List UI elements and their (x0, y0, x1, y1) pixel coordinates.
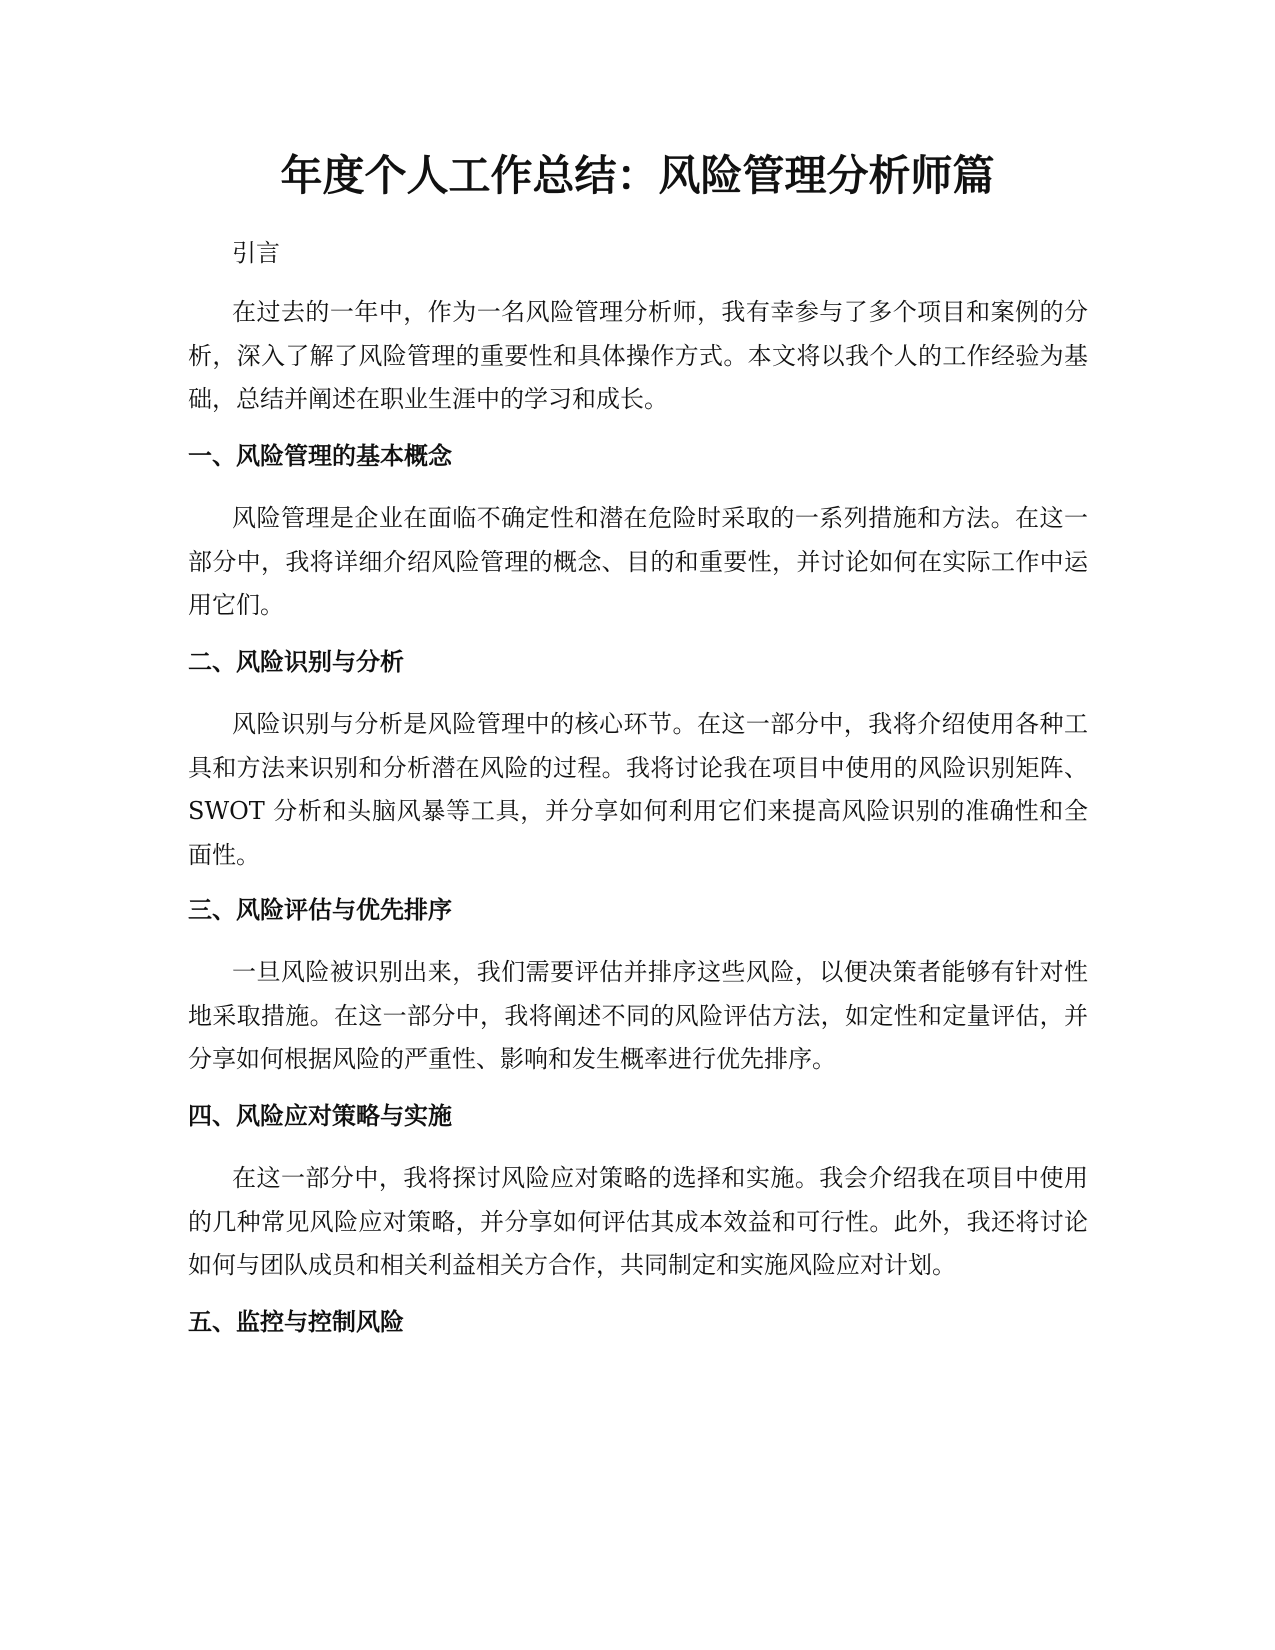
section-paragraph: 风险管理是企业在面临不确定性和潜在危险时采取的一系列措施和方法。在这一部分中，我将详细介绍风险管理的概念、目的和重要性，并讨论如何在实际工作中运用它们。 (188, 504, 1088, 619)
intro-paragraph: 在过去的一年中，作为一名风险管理分析师，我有幸参与了多个项目和案例的分析，深入了解了风险管理的重要性和具体操作方式。本文将以我个人的工作经验为基础，总结并阐述在职业生涯中的学习和成长。 (188, 298, 1088, 413)
intro-section (188, 232, 1088, 275)
document-title: 年度个人工作总结：风险管理分析师篇 (280, 151, 995, 200)
section-paragraph: 风险识别与分析是风险管理中的核心环节。在这一部分中，我将介绍使用各种工具和方法来识别和分析潜在风险的过程。我将讨论我在项目中使用的风险识别矩阵、SWOT 分析和头脑风暴等工具，并分享如何利用它们来提高风险识别的准确性和全面性。 (188, 710, 1088, 869)
section-2 (188, 642, 1088, 682)
section-1-body (188, 497, 1088, 628)
section-3 (188, 890, 1088, 930)
section-2-body (188, 703, 1088, 877)
section-1 (188, 436, 1088, 476)
intro-label: 引言 (232, 239, 280, 267)
section-paragraph: 一旦风险被识别出来，我们需要评估并排序这些风险，以便决策者能够有针对性地采取措施。在这一部分中，我将阐述不同的风险评估方法，如定性和定量评估，并分享如何根据风险的严重性、影响和发生概率进行优先排序。 (188, 958, 1088, 1073)
section-5 (188, 1302, 1088, 1342)
section-heading: 三、风险评估与优先排序 (188, 896, 452, 924)
section-4-body (188, 1157, 1088, 1288)
section-4 (188, 1096, 1088, 1136)
intro-paragraph-block (188, 291, 1088, 422)
section-heading: 二、风险识别与分析 (188, 648, 404, 676)
section-heading: 一、风险管理的基本概念 (188, 442, 452, 470)
section-paragraph: 在这一部分中，我将探讨风险应对策略的选择和实施。我会介绍我在项目中使用的几种常见风险应对策略，并分享如何评估其成本效益和可行性。此外，我还将讨论如何与团队成员和相关利益相关方合作，共同制定和实施风险应对计划。 (188, 1164, 1088, 1279)
section-heading: 五、监控与控制风险 (188, 1308, 404, 1336)
section-heading: 四、风险应对策略与实施 (188, 1102, 452, 1130)
section-3-body (188, 951, 1088, 1082)
